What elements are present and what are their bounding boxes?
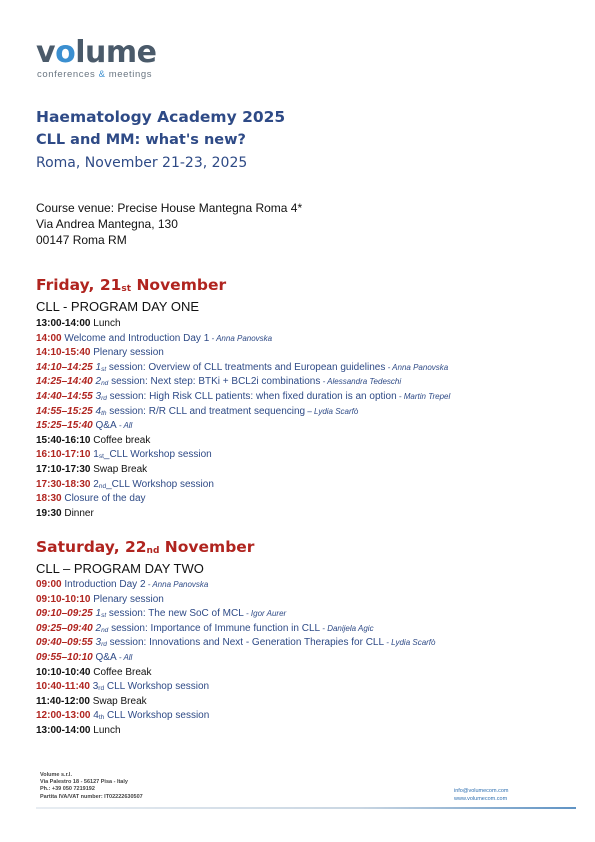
program-time: 14:00	[36, 332, 62, 344]
venue-street: Via Andrea Mantegna, 130	[36, 217, 178, 231]
program-row	[36, 636, 576, 651]
program-label: Introduction Day 2	[64, 579, 146, 590]
program-row	[36, 361, 576, 376]
program-label: session: Importance of Immune function in CLL	[111, 622, 321, 634]
program-label: Coffee Break	[93, 666, 152, 678]
speaker-name: - Igor Aurer	[243, 609, 287, 619]
event-subtitle: CLL and MM: what's new?	[36, 132, 246, 148]
volume-logo	[36, 37, 176, 83]
program-label: _CLL Workshop session	[106, 478, 214, 490]
program-row	[36, 419, 576, 434]
program-row	[36, 375, 576, 390]
session-ordinal: $4_{th}$	[95, 405, 107, 417]
footer-divider	[36, 807, 576, 809]
program-time: 10:40-11:40	[36, 681, 90, 693]
venue-name: Course venue: Precise House Mantegna Roma 4*	[36, 201, 303, 215]
footer-vat: Partita IVA/VAT number: IT02222630507	[40, 793, 143, 800]
program-row	[36, 478, 576, 493]
speaker-name: - Danijela Agic	[320, 623, 374, 633]
program-time: 14:25–14:40	[36, 376, 93, 388]
session-ordinal: $1_{st}$	[95, 608, 107, 620]
footer-contacts	[454, 788, 509, 803]
program-label: _CLL Workshop session	[103, 449, 212, 461]
program-row	[36, 405, 576, 420]
session-ordinal: $2_{nd}$	[95, 622, 109, 634]
program-row	[36, 709, 576, 724]
footer-website[interactable]: www.volumecom.com	[454, 795, 508, 802]
program-time: 10:10-10:40	[36, 666, 91, 678]
day2-heading: Saturday, $22_{nd}$ November	[36, 538, 255, 556]
program-time: 09:10-10:10	[36, 593, 91, 605]
program-time: 13:00-14:00	[36, 724, 91, 736]
program-row	[36, 593, 576, 608]
program-row	[36, 346, 576, 361]
speaker-name: - Anna Panovska	[385, 362, 449, 372]
speaker-name: - Martin Trepel	[396, 391, 451, 401]
footer-company-info	[40, 772, 143, 801]
logo-wordmark: volume	[36, 35, 157, 70]
program-label: Lunch	[93, 318, 121, 329]
program-label: Q&A	[95, 651, 117, 663]
program-time: 19:30	[36, 507, 62, 519]
footer-phone: Ph.: +39 050 7219192	[40, 786, 95, 793]
event-location-date: Roma, November 21-23, 2025	[36, 155, 248, 171]
program-time: 11:40-12:00	[36, 695, 90, 707]
program-row	[36, 317, 576, 332]
program-time: 16:10-17:10	[36, 449, 91, 461]
footer-address: Via Palestro 18 - 56127 Pisa - Italy	[40, 779, 128, 786]
program-time: 17:10-17:30	[36, 463, 91, 475]
program-time: 09:55–10:10	[36, 651, 93, 663]
speaker-name: – Lydia Scarfò	[305, 406, 359, 416]
program-row	[36, 666, 576, 681]
program-label: Coffee break	[93, 434, 151, 446]
program-label: CLL Workshop session	[106, 681, 210, 693]
day2-program	[36, 578, 576, 739]
session-ordinal: $2_{nd}$	[93, 478, 107, 490]
speaker-name: - Alessandra Tedeschi	[320, 377, 402, 387]
program-time: 12:00-13:00	[36, 710, 91, 722]
course-venue	[36, 200, 302, 248]
day1-program	[36, 317, 576, 521]
program-label: Swap Break	[93, 463, 148, 475]
session-ordinal: $1_{st}$	[93, 449, 104, 461]
program-label: session: Innovations and Next - Generation Therapies for CLL	[109, 637, 385, 649]
program-time: 14:10–14:25	[36, 361, 93, 373]
program-time: 18:30	[36, 493, 62, 505]
program-row	[36, 578, 576, 593]
program-row	[36, 680, 576, 695]
program-row	[36, 695, 576, 710]
day1-subtitle: CLL - PROGRAM DAY ONE	[36, 299, 200, 314]
footer-email[interactable]: info@volumecom.com	[454, 788, 509, 794]
session-ordinal: $3_{rd}$	[95, 390, 107, 402]
program-label: Closure of the day	[64, 493, 146, 505]
program-label: session: R/R CLL and treatment sequencing	[109, 405, 306, 417]
program-row	[36, 332, 576, 347]
program-label: Welcome and Introduction Day 1	[64, 332, 210, 344]
day2-subtitle: CLL – PROGRAM DAY TWO	[36, 561, 204, 576]
venue-city: 00147 Roma RM	[36, 233, 127, 247]
program-row	[36, 390, 576, 405]
speaker-name: - Anna Panovska	[145, 580, 209, 589]
program-label: session: The new SoC of MCL	[108, 608, 244, 620]
program-label: session: High Risk CLL patients: when fixed duration is an option	[109, 390, 397, 402]
program-label: Dinner	[64, 507, 94, 519]
program-time: 13:00-14:00	[36, 318, 91, 329]
program-label: CLL Workshop session	[107, 710, 210, 722]
logo-tagline: conferences & meetings	[37, 69, 153, 80]
speaker-name: - Anna Panovska	[209, 333, 273, 343]
program-label: Q&A	[95, 420, 117, 432]
session-ordinal: $2_{nd}$	[95, 376, 109, 388]
program-time: 09:40–09:55	[36, 637, 93, 649]
program-row	[36, 651, 576, 666]
day1-heading: Friday, $21_{st}$ November	[36, 276, 227, 294]
program-time: 15:25–15:40	[36, 420, 93, 432]
program-row	[36, 434, 576, 449]
program-row	[36, 607, 576, 622]
program-label: Plenary session	[93, 347, 164, 359]
session-ordinal: $3_{rd}$	[95, 637, 107, 649]
program-row	[36, 622, 576, 637]
event-title: Haematology Academy 2025	[36, 108, 286, 126]
program-label: Swap Break	[92, 695, 147, 707]
program-time: 09:25–09:40	[36, 622, 93, 634]
session-ordinal: $3_{rd}$	[92, 681, 105, 693]
program-time: 15:40-16:10	[36, 434, 91, 446]
speaker-name: - All	[116, 421, 133, 431]
program-time: 14:55–15:25	[36, 405, 93, 417]
footer-company: Volume s.r.l.	[40, 772, 72, 778]
program-label: Lunch	[93, 724, 121, 736]
session-ordinal: $1_{st}$	[95, 361, 107, 373]
session-ordinal: $4_{th}$	[93, 710, 105, 722]
speaker-name: - Lydia Scarfò	[384, 638, 436, 648]
program-label: session: Next step: BTKi + BCL2i combinations	[111, 376, 321, 388]
program-label: session: Overview of CLL treatments and European guidelines	[108, 361, 386, 373]
program-time: 09:00	[36, 579, 62, 590]
program-row	[36, 463, 576, 478]
program-row	[36, 448, 576, 463]
program-row	[36, 507, 576, 522]
program-time: 17:30-18:30	[36, 478, 91, 490]
program-row	[36, 492, 576, 507]
program-time: 14:10-15:40	[36, 347, 91, 359]
speaker-name: - All	[116, 652, 133, 662]
program-label: Plenary session	[93, 593, 164, 605]
program-row	[36, 724, 576, 739]
program-time: 14:40–14:55	[36, 390, 93, 402]
program-time: 09:10–09:25	[36, 608, 93, 620]
